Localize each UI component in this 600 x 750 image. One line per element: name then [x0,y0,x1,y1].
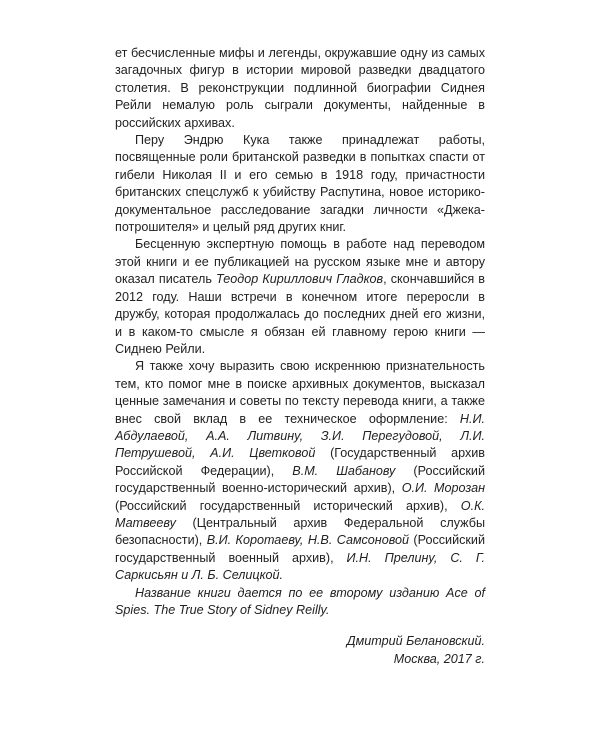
signature-name: Дмитрий Белановский. [346,634,485,649]
italic-text: Теодор Кириллович Гладков [216,272,384,287]
paragraph [115,358,485,584]
italic-text: И.Н. Прелину, С. Г. Саркисьян и Л. Б. Селицкой. [115,550,485,583]
text-run: Бесценную экспертную помощь в работе над переводом этой книги и ее публикацией на русском языке мне и автору оказал писатель [115,237,485,287]
text-run: ет бесчисленные мифы и легенды, окружавшие одну из самых загадочных фигур в истории мировой разведки двадцатого столетия. В реконструкции подлинной биографии Сиднея Рейли немалую роль сыграли документы, найденные в российских архивах. [115,46,485,130]
text-run: (Центральный архив Федеральной службы безопасности), [115,515,485,548]
paragraph [115,132,485,236]
text-run: (Российский государственный военно-исторический архив), [115,463,486,496]
paragraphs [115,45,485,619]
text-run: , скончавшийся в 2012 году. Наши встречи в конечном итоге переросли в дружбу, которая продолжалась до последних дней его жизни, и в каком-то смысле я обязан ей главному герою книги — Сиднею Рейли. [115,272,485,356]
paragraph [115,45,485,132]
text-run: (Российский государственный военный архив), [115,533,485,565]
italic-text: В.И. Коротаеву, Н.В. Самсоновой [206,533,409,548]
italic-text: В.М. Шабанову [292,463,396,478]
page-text [115,45,485,668]
italic-text: О.К. Матвееву [115,498,485,530]
signature [115,633,485,668]
text-run: Я также хочу выразить свою искреннюю признательность тем, кто помог мне в поиске архивных документов, высказал ценные замечания и советы по тексту перевода книги, а также внес свой вклад в ее техническое оформление: [115,359,485,426]
paragraph [115,236,485,358]
italic-text: Н.И. Абдулаевой, А.А. Литвину, З.И. Перегудовой, Л.И. Петрушевой, А.И. Цветковой [115,411,485,461]
text-run: Перу Эндрю Кука также принадлежат работы, посвященные роли британской разведки в попытках спасти от гибели Николая II и его семью в 1918 году, причастности британских спецслужб к убийству Распутина, новое историко-документальное расследование загадки личности «Джека-потрошителя» и целый ряд других книг. [115,133,485,235]
paragraph [115,585,485,620]
italic-text: О.И. Морозан [401,481,486,496]
italic-text: Название книги дается по ее второму изданию Ace of Spies. The True Story of Sidney Reilly. [115,585,485,617]
signature-place-date: Москва, 2017 г. [393,651,485,666]
text-run: (Государственный архив Российской Федерации), [115,446,485,478]
text-run: (Российский государственный исторический архив), [115,498,461,513]
